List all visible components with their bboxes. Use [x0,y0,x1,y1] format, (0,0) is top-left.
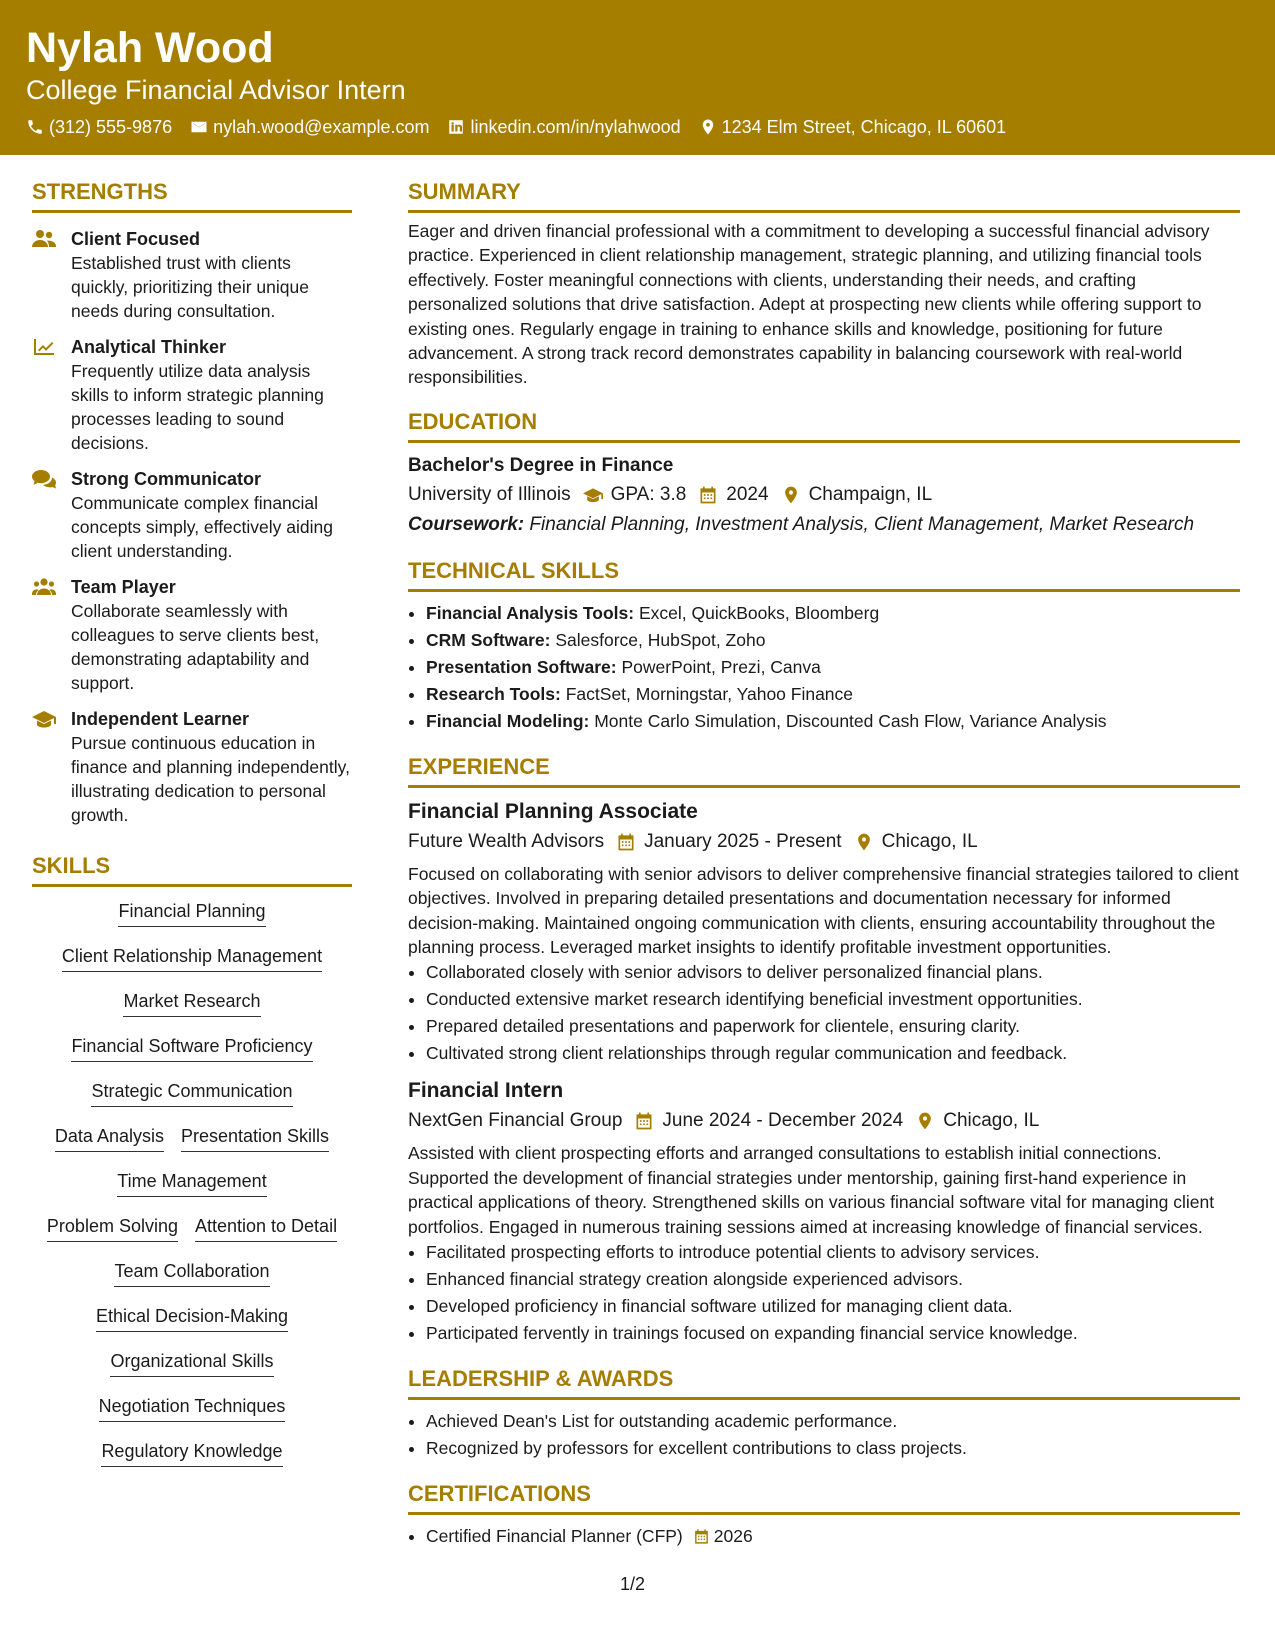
left-column [32,178,352,1484]
skill-tag: Market Research [123,989,260,1017]
certifications-heading: CERTIFICATIONS [408,1480,1240,1515]
skill-category: Research Tools: [426,683,561,704]
technical-skills-list [408,600,1240,735]
list-item: • Prepared detailed presentations and paperwork for clientele, ensuring clarity. [426,1013,1240,1040]
contact-email[interactable] [190,115,429,139]
job-location: Chicago, IL [881,830,978,852]
strength-item [32,335,352,455]
experience-section [408,753,1240,1347]
skill-tag: Presentation Skills [181,1124,329,1152]
comments-icon [32,469,56,489]
job-entry [408,798,1240,1068]
contact-bar [26,115,1006,139]
list-item [426,627,1240,654]
skill-values: FactSet, Morningstar, Yahoo Finance [565,683,854,704]
skill-tag: Problem Solving [47,1214,178,1242]
experience-heading: EXPERIENCE [408,753,1240,788]
certification-year: 2026 [713,1526,753,1547]
strength-desc: Collaborate seamlessly with colleagues to serve clients best, demonstrating adaptability and support. [71,601,320,693]
skill-tag: Team Collaboration [114,1259,269,1287]
list-item [426,600,1240,627]
skill-tag: Strategic Communication [91,1079,292,1107]
skill-tag: Data Analysis [55,1124,164,1152]
skill-tag: Client Relationship Management [62,944,322,972]
strength-desc: Frequently utilize data analysis skills to inform strategic planning processes leading to sound decisions. [71,361,324,453]
school-name: University of Illinois [408,483,571,505]
skill-tag: Attention to Detail [195,1214,337,1242]
graduation-year: 2024 [726,483,769,505]
skill-values: Excel, QuickBooks, Bloomberg [638,602,880,623]
skill-values: PowerPoint, Prezi, Canva [621,656,821,677]
leadership-list [408,1408,1240,1462]
skill-tag: Time Management [117,1169,266,1197]
strength-desc: Established trust with clients quickly, prioritizing their unique needs during consultation. [71,253,309,321]
contact-linkedin[interactable] [447,115,680,139]
coursework-label: Coursework: [408,513,525,535]
skills-heading: SKILLS [32,852,352,887]
skill-values: Salesforce, HubSpot, Zoho [555,629,766,650]
technical-skills-section [408,557,1240,735]
skill-list [32,899,352,1484]
job-meta [408,1107,1240,1135]
page-number: 1/2 [620,1574,646,1594]
map-pin-icon [781,485,801,505]
certification-name: • Certified Financial Planner (CFP) [426,1526,683,1547]
list-item [426,654,1240,681]
leadership-section [408,1365,1240,1462]
education-section [408,408,1240,539]
degree-title: Bachelor's Degree in Finance [408,454,674,476]
list-item: • Cultivated strong client relationships through regular communication and feedback. [426,1040,1240,1067]
contact-address [699,115,1007,139]
contact-phone[interactable] [26,115,172,139]
team-icon [32,577,56,597]
list-item: • Collaborated closely with senior advisors to deliver personalized financial plans. [426,959,1240,986]
envelope-icon [190,118,208,136]
skill-category: Financial Modeling: [426,710,590,731]
strength-item [32,575,352,695]
company-name: Future Wealth Advisors [408,830,605,852]
strength-desc: Communicate complex financial concepts simply, effectively aiding client understanding. [71,493,333,561]
job-meta [408,828,1240,856]
skill-tag: Organizational Skills [110,1349,273,1377]
calendar-icon [634,1111,654,1131]
users-icon [32,229,56,249]
contact-phone-text: (312) 555-9876 [49,117,173,137]
job-description: Focused on collaborating with senior advisors to deliver comprehensive financial strategies tailored to client objectives. Involved in preparing detailed presentations and documentation necessary for informed decision-making. Maintained ongoing communication with clients, ensuring accountability throughout the planning process. Leveraged market insights to identify profitable investment opportunities. [408,863,1239,958]
summary-heading: SUMMARY [408,178,1240,213]
list-item [426,708,1240,735]
leadership-heading: LEADERSHIP & AWARDS [408,1365,1240,1400]
skill-values: Monte Carlo Simulation, Discounted Cash Flow, Variance Analysis [594,710,1107,731]
skill-tag: Financial Software Proficiency [71,1034,312,1062]
contact-address-text: 1234 Elm Street, Chicago, IL 60601 [721,117,1007,137]
list-item: • Conducted extensive market research identifying beneficial investment opportunities. [426,986,1240,1013]
job-entry [408,1077,1240,1347]
company-name: NextGen Financial Group [408,1110,623,1132]
strength-title: Strong Communicator [71,469,262,489]
summary-section [408,178,1240,390]
list-item [426,681,1240,708]
job-bullets [408,959,1240,1067]
contact-linkedin-text: linkedin.com/in/nylahwood [470,117,681,137]
skill-tag: Regulatory Knowledge [101,1439,282,1467]
certifications-section [408,1480,1240,1550]
calendar-icon [616,832,636,852]
skill-tag: Financial Planning [118,899,265,927]
map-pin-icon [699,118,717,136]
list-item: • Enhanced financial strategy creation alongside experienced advisors. [426,1266,1240,1293]
strength-title: Client Focused [71,229,201,249]
job-title: Financial Intern [408,1079,564,1103]
resume-header [0,0,1275,155]
strengths-heading: STRENGTHS [32,178,352,213]
job-description: Assisted with client prospecting efforts and arranged consultations to establish initial connections. Supported the development of financial strategies under mentorship, gaining first-hand experience in practical applications of theory. Strengthened skills on various financial software vital for managing client portfolios. Engaged in numerous training sessions aimed at increasing knowledge of financial services. [408,1143,1215,1237]
job-dates: January 2025 - Present [644,830,842,852]
skill-tag: Ethical Decision-Making [96,1304,288,1332]
summary-text: Eager and driven financial professional with a commitment to developing a successful financial advisory practice. Experienced in client relationship management, strategic planning, and utilizing financial tools effectively. Foster meaningful connections with clients, understanding their needs, and crafting personalized solutions that drive satisfaction. Adept at prospecting new clients while offering support to existing ones. Regularly engage in training to enhance skills and knowledge, positioning for future advancement. A strong track record demonstrates capability in balancing coursework with real-world responsibilities. [408,221,1210,388]
skill-category: Financial Analysis Tools: [426,602,635,623]
technical-skills-heading: TECHNICAL SKILLS [408,557,1240,592]
graduation-cap-icon [583,485,603,505]
education-location: Champaign, IL [808,483,933,505]
candidate-name: Nylah Wood [26,24,274,72]
map-pin-icon [915,1111,935,1131]
list-item: • Facilitated prospecting efforts to introduce potential clients to advisory services. [426,1239,1240,1266]
skill-category: CRM Software: [426,629,551,650]
map-pin-icon [854,832,874,852]
calendar-icon [698,485,718,505]
job-dates: June 2024 - December 2024 [662,1110,904,1132]
job-bullets [408,1239,1240,1347]
chart-line-icon [32,337,56,357]
strength-title: Analytical Thinker [71,337,227,357]
phone-icon [26,118,44,136]
calendar-icon [693,1528,710,1545]
candidate-title: College Financial Advisor Intern [26,75,406,105]
skill-tag: Negotiation Techniques [99,1394,286,1422]
contact-email-text: nylah.wood@example.com [213,117,430,137]
list-item [426,1523,1240,1550]
certifications-list [408,1523,1240,1550]
strength-title: Independent Learner [71,709,250,729]
list-item: • Participated fervently in trainings focused on expanding financial service knowledge. [426,1320,1240,1347]
right-column [408,178,1240,1550]
strength-desc: Pursue continuous education in finance and planning independently, illustrating dedication to personal growth. [71,733,350,825]
education-heading: EDUCATION [408,408,1240,443]
strength-item [32,227,352,323]
strength-title: Team Player [71,577,176,597]
list-item: • Achieved Dean's List for outstanding academic performance. [426,1408,1240,1435]
coursework [408,511,1240,539]
coursework-list: Financial Planning, Investment Analysis, Client Management, Market Research [529,513,1195,535]
strength-item [32,467,352,563]
linkedin-icon [447,118,465,136]
education-meta [408,481,1240,509]
job-location: Chicago, IL [943,1110,1040,1132]
skill-category: Presentation Software: [426,656,617,677]
gpa: GPA: 3.8 [610,483,687,505]
skills-section [32,852,352,1484]
list-item: • Developed proficiency in financial software utilized for managing client data. [426,1293,1240,1320]
job-title: Financial Planning Associate [408,799,698,823]
strength-item [32,707,352,827]
graduation-cap-icon [32,709,56,729]
list-item: • Recognized by professors for excellent contributions to class projects. [426,1435,1240,1462]
